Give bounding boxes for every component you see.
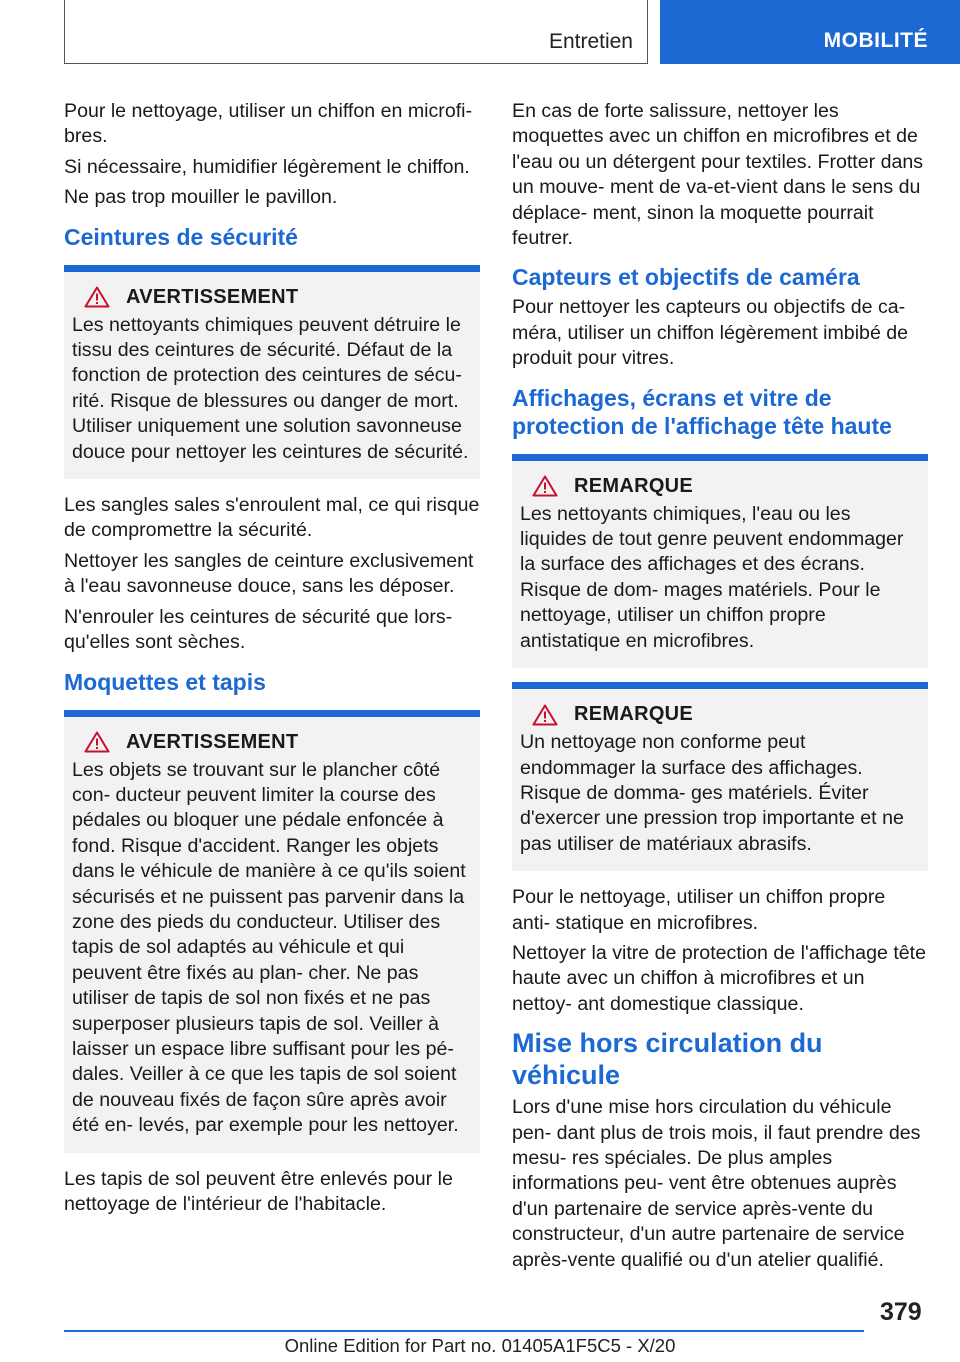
displays-paragraph-2: Nettoyer la vitre de protection de l'affichage tête haute avec un chiffon à microfibres et un nettoy‐ ant domestique classique.	[512, 941, 927, 1015]
left-column	[64, 99, 480, 1222]
heading-seat-belts: Ceintures de sécurité	[64, 223, 298, 250]
belts-paragraph-2: Nettoyer les sangles de ceinture exclusivement à l'eau savonneuse douce, sans les déposer.	[64, 549, 474, 598]
storage-paragraph: Lors d'une mise hors circulation du véhicule pen‐ dant plus de trois mois, il faut prendre des mesu‐ res spéciales. De plus amples informations peu‐ vent être obtenues auprès d'un partenaire de service après-vente du constructeur, d'un autre partenaire de service après-vente qualifié ou d'un atelier qualifié.	[512, 1096, 921, 1271]
belts-paragraph-1: Les sangles sales s'enroulent mal, ce qui risque de compromettre la sécurité.	[64, 494, 480, 542]
right-column	[512, 99, 928, 1278]
warning-box-seat-belts	[64, 265, 480, 479]
note-title: REMARQUE	[574, 474, 694, 497]
note-title: REMARQUE	[574, 703, 694, 726]
page-number: 379	[880, 1298, 922, 1326]
note-text: Les nettoyants chimiques, l'eau ou les liquides de tout genre peuvent endommager la surface des affichages et des écrans. Risque de dom‐ mages matériels. Pour le nettoyage, utiliser un chiffon propre antistatique en microfibres.	[520, 502, 904, 652]
heading-carpets: Moquettes et tapis	[64, 668, 266, 695]
intro-paragraph-3: Ne pas trop mouiller le pavillon.	[64, 186, 338, 209]
intro-paragraph-2: Si nécessaire, humidifier légèrement le chiffon.	[64, 155, 470, 178]
header-section-tab	[64, 0, 648, 64]
note-box-displays-1	[512, 454, 928, 668]
header-chapter-tab	[660, 0, 960, 64]
warning-text: Les objets se trouvant sur le plancher côté con‐ ducteur peuvent limiter la course des pédales ou bloquer une pédale enfoncée à fond. Risque d'accident. Ranger les objets dans le véhicule de manière à ce qu'ils soient sécurisés et ne puissent pas parvenir dans la zone des pieds du conducteur. Utiliser des tapis de sol adaptés au véhicule et qui peuvent être fixés au plan‐ cher. Ne pas utiliser de tapis de sol non fixés et ne pas superposer plusieurs tapis de sol. Veiller à laisser un espace libre suffisant pour les pé‐ dales. Veiller à ce que les tapis de sol soient de nouveau fixés de façon sûre après avoir été en‐ levés, par exemple pour les nettoyer.	[72, 758, 466, 1137]
carpets-paragraph: Les tapis de sol peuvent être enlevés pour le nettoyage de l'intérieur de l'habitacle.	[64, 1167, 453, 1215]
sensors-paragraph: Pour nettoyer les capteurs ou objectifs de ca‐ méra, utiliser un chiffon légèrement imbibé de produit pour vitres.	[512, 296, 909, 370]
displays-paragraph-1: Pour le nettoyage, utiliser un chiffon propre anti‐ statique en microfibres.	[512, 886, 886, 934]
warning-triangle-icon	[532, 475, 558, 497]
warning-triangle-icon	[532, 704, 558, 726]
warning-text: Les nettoyants chimiques peuvent détruire le tissu des ceintures de sécurité. Défaut de la fonction de protection des ceintures de sécu‐ rité. Risque de blessures ou danger de mort. Utiliser uniquement une solution savonneuse douce pour nettoyer les ceintures de sécurité.	[72, 313, 469, 463]
header-section-label: Entretien	[548, 30, 633, 53]
heading-displays: Affichages, écrans et vitre de protection de l'affichage tête haute	[512, 384, 892, 439]
footer-divider	[64, 1330, 864, 1332]
footer-edition: Online Edition for Part no. 01405A1F5C5 - X/20	[284, 1335, 676, 1356]
heading-storage: Mise hors circulation du véhicule	[512, 1028, 823, 1091]
belts-paragraph-3: N'enrouler les ceintures de sécurité que lors‐ qu'elles sont sèches.	[64, 605, 453, 654]
warning-title: AVERTISSEMENT	[126, 730, 299, 753]
carpet-dirt-paragraph: En cas de forte salissure, nettoyer les moquettes avec un chiffon en microfibres et de l'eau ou un détergent pour textiles. Frotter dans un mouve‐ ment de va-et-vient dans le sens du déplace‐ ment, sinon la moquette pourrait feutrer.	[512, 100, 924, 250]
warning-box-carpets	[64, 710, 480, 1153]
intro-paragraph-1: Pour le nettoyage, utiliser un chiffon en microfi‐ bres.	[64, 100, 473, 148]
warning-triangle-icon	[84, 731, 110, 753]
warning-title: AVERTISSEMENT	[126, 285, 299, 308]
heading-sensors: Capteurs et objectifs de caméra	[512, 264, 860, 291]
warning-triangle-icon	[84, 286, 110, 308]
note-text: Un nettoyage non conforme peut endommager la surface des affichages. Risque de domma‐ ges matériels. Éviter d'exercer une pression trop importante et ne pas utiliser de matériaux abrasifs.	[520, 731, 904, 855]
header-chapter-label: MOBILITÉ	[823, 29, 928, 52]
note-box-displays-2	[512, 682, 928, 871]
